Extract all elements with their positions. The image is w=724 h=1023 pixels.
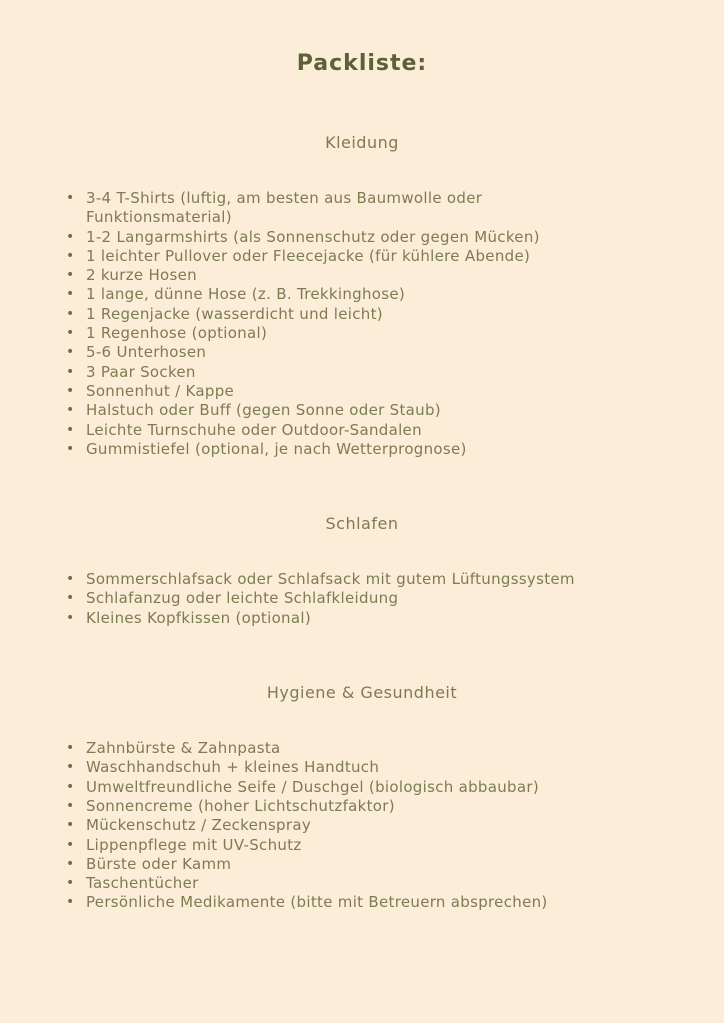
list-item [66, 363, 606, 382]
bullet-icon: • [66, 609, 75, 626]
schlafen-item-list [66, 570, 606, 628]
list-item-text: Schlafanzug oder leichte Schlafkleidung [86, 589, 399, 608]
list-item-text: Halstuch oder Buff (gegen Sonne oder Staub) [86, 401, 441, 420]
list-item [66, 855, 606, 874]
list-item-text: 5-6 Unterhosen [86, 343, 207, 362]
list-item-text: 3 Paar Socken [86, 362, 196, 381]
list-item [66, 401, 606, 420]
bullet-icon: • [66, 190, 75, 206]
list-item [66, 836, 606, 855]
list-item [66, 816, 606, 835]
list-item-text: Umweltfreundliche Seife / Duschgel (biologisch abbaubar) [86, 777, 539, 796]
list-item-text: 2 kurze Hosen [86, 266, 197, 285]
bullet-icon: • [66, 571, 75, 588]
list-item [66, 324, 606, 343]
list-item [66, 285, 606, 304]
list-item [66, 382, 606, 401]
hygiene-item-list [66, 739, 606, 913]
bullet-icon: • [66, 402, 75, 419]
bullet-icon: • [66, 286, 75, 303]
list-item [66, 778, 606, 797]
bullet-icon: • [66, 817, 75, 834]
bullet-icon: • [66, 421, 75, 438]
list-item-text: Sommerschlafsack oder Schlafsack mit gutem Lüftungssystem [86, 570, 575, 589]
list-item [66, 440, 606, 459]
list-item [66, 589, 606, 608]
bullet-icon: • [66, 875, 75, 892]
list-item-text: Leichte Turnschuhe oder Outdoor-Sandalen [86, 420, 422, 439]
list-item-text: 1 Regenjacke (wasserdicht und leicht) [86, 304, 383, 323]
bullet-icon: • [66, 440, 75, 457]
list-item [66, 228, 606, 247]
bullet-icon: • [66, 590, 75, 607]
bullet-icon: • [66, 894, 75, 911]
bullet-icon: • [66, 740, 75, 757]
list-item [66, 739, 606, 758]
list-item-text: 1 Regenhose (optional) [86, 324, 268, 343]
list-item [66, 758, 606, 777]
list-item [66, 570, 606, 589]
bullet-icon: • [66, 247, 75, 264]
bullet-icon: • [66, 759, 75, 776]
bullet-icon: • [66, 363, 75, 380]
list-item [66, 343, 606, 362]
bullet-icon: • [66, 344, 75, 361]
list-item-text: Persönliche Medikamente (bitte mit Betreuern absprechen) [86, 893, 548, 912]
list-item-text: Bürste oder Kamm [86, 854, 232, 873]
bullet-icon: • [66, 836, 75, 853]
list-item-text: Zahnbürste & Zahnpasta [86, 739, 281, 758]
list-item [66, 266, 606, 285]
bullet-icon: • [66, 855, 75, 872]
list-item [66, 305, 606, 324]
list-item-text: 1-2 Langarmshirts (als Sonnenschutz oder gegen Mücken) [86, 227, 540, 246]
list-item-text: Sonnencreme (hoher Lichtschutzfaktor) [86, 796, 395, 815]
list-item [66, 247, 606, 266]
list-item [66, 874, 606, 893]
list-item [66, 421, 606, 440]
section-heading-kleidung: Kleidung [325, 133, 399, 152]
bullet-icon: • [66, 797, 75, 814]
bullet-icon: • [66, 325, 75, 342]
list-item [66, 609, 606, 628]
list-item-text: 1 lange, dünne Hose (z. B. Trekkinghose) [86, 285, 406, 304]
list-item-text: Mückenschutz / Zeckenspray [86, 816, 312, 835]
list-item-text: Lippenpflege mit UV-Schutz [86, 835, 302, 854]
list-item [66, 797, 606, 816]
list-item-text: Waschhandschuh + kleines Handtuch [86, 758, 380, 777]
list-item-text: Sonnenhut / Kappe [86, 381, 235, 400]
list-item-text: Gummistiefel (optional, je nach Wetterprognose) [86, 439, 467, 458]
section-heading-schlafen: Schlafen [325, 514, 399, 534]
kleidung-item-list [66, 189, 606, 459]
list-item-text: 1 leichter Pullover oder Fleecejacke (für kühlere Abende) [86, 246, 531, 265]
page-title: Packliste: [296, 51, 428, 76]
bullet-icon: • [66, 228, 75, 245]
bullet-icon: • [66, 305, 75, 322]
list-item [66, 893, 606, 912]
list-item-text: Taschentücher [86, 874, 199, 893]
bullet-icon: • [66, 382, 75, 399]
bullet-icon: • [66, 267, 75, 284]
section-heading-hygiene-gesundheit: Hygiene & Gesundheit [266, 683, 458, 703]
list-item [66, 189, 606, 228]
list-item-text: Kleines Kopfkissen (optional) [86, 608, 311, 627]
bullet-icon: • [66, 778, 75, 795]
list-item-text: 3-4 T-Shirts (luftig, am besten aus Baumwolle oder Funktionsmaterial) [86, 189, 483, 227]
